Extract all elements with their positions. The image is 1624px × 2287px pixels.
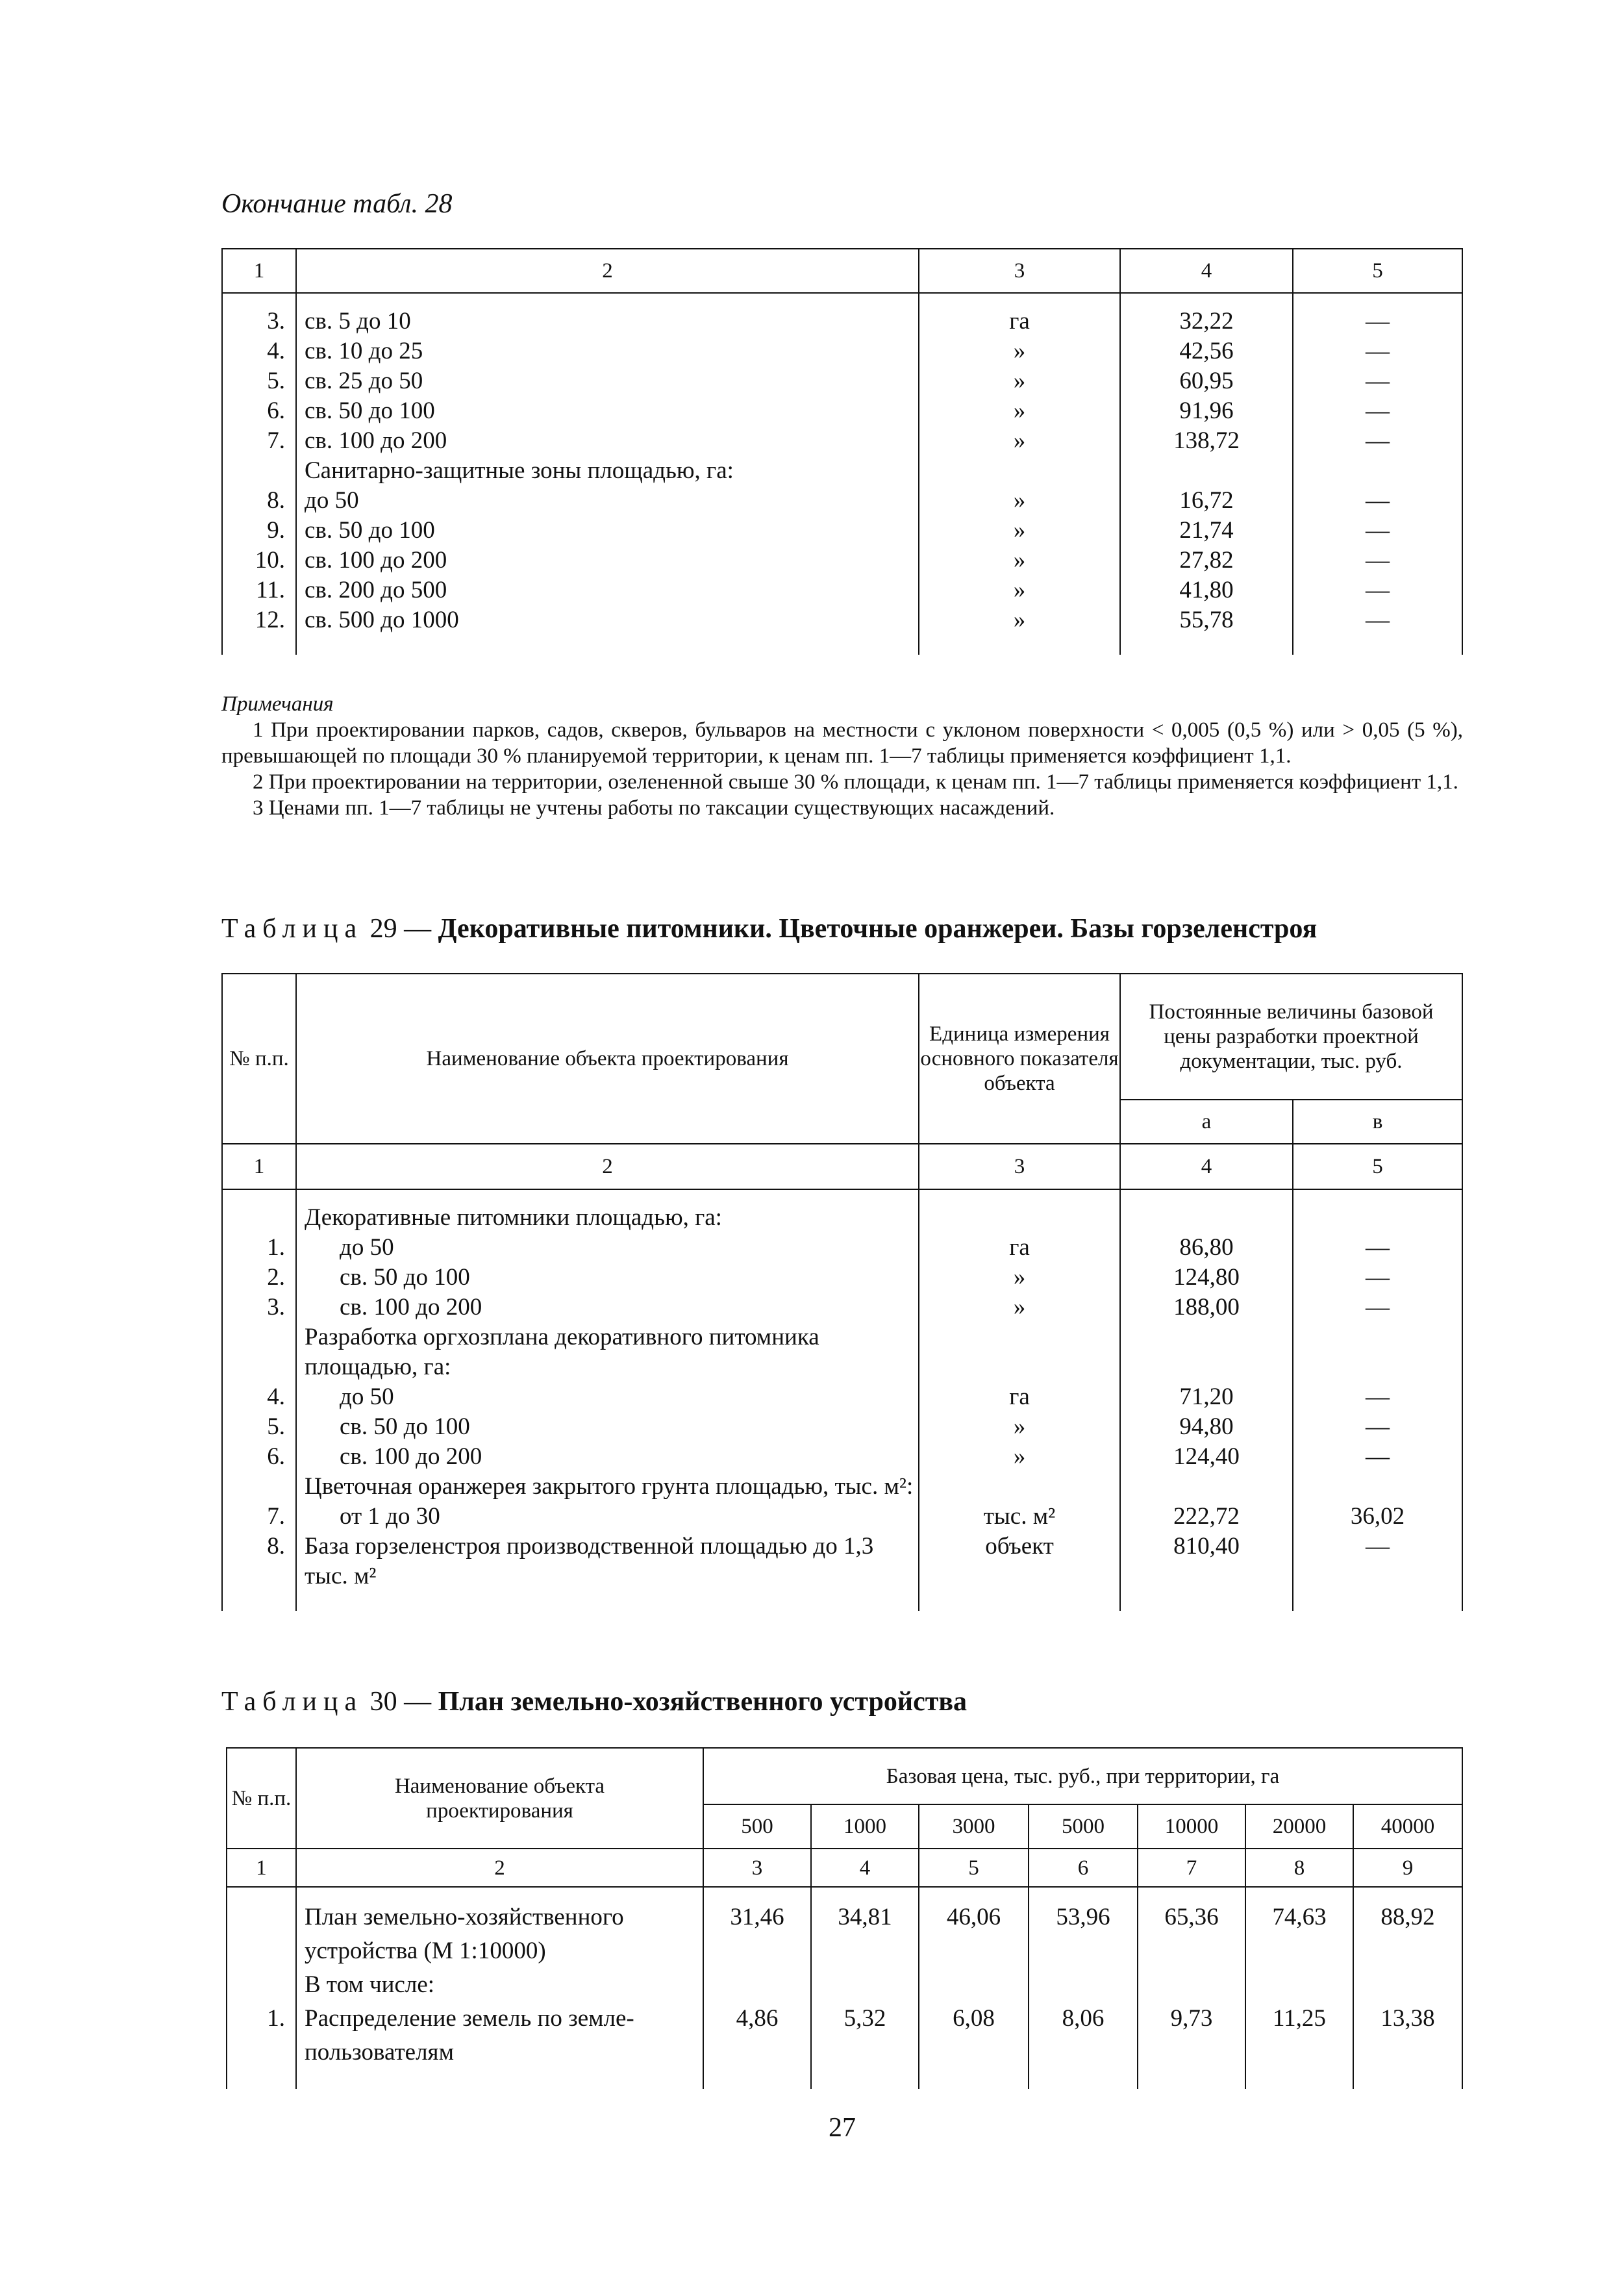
row-name: В том числе:: [296, 1968, 703, 2002]
row-name: Распределение земель по земле-пользователям: [296, 2002, 703, 2089]
row-number: [222, 1189, 296, 1233]
value-b: —: [1293, 1412, 1462, 1442]
column-number: 3: [919, 1144, 1120, 1189]
territory-header: 40000: [1353, 1804, 1462, 1849]
price-value: 9,73: [1138, 2002, 1245, 2089]
row-unit: тыс. м²: [919, 1502, 1120, 1532]
value-b: [1293, 1472, 1462, 1502]
table-29: [221, 973, 1463, 1611]
header-num: № п.п.: [227, 1748, 296, 1849]
column-number: 3: [703, 1849, 811, 1887]
table-row: [222, 396, 1462, 426]
price-value: 31,46: [703, 1887, 811, 1968]
price-value: [1245, 1968, 1353, 2002]
table-row: [222, 1502, 1462, 1532]
value-a: 222,72: [1120, 1502, 1293, 1532]
row-name: Цветочная оранжерея закрытого грунта площадью, тыс. м²:: [296, 1472, 919, 1502]
price-value: [1138, 1968, 1245, 2002]
value-a: 27,82: [1120, 546, 1293, 575]
value-a: 21,74: [1120, 516, 1293, 546]
value-a: [1120, 456, 1293, 486]
row-number: 8.: [222, 1532, 296, 1611]
column-number: 5: [919, 1849, 1029, 1887]
value-b: —: [1293, 486, 1462, 516]
notes: [221, 691, 1463, 821]
table-row: [227, 1887, 1462, 1968]
value-b: —: [1293, 1382, 1462, 1412]
row-unit: »: [919, 516, 1120, 546]
territory-header: 3000: [919, 1804, 1029, 1849]
row-name: до 50: [296, 486, 919, 516]
header-a: а: [1120, 1100, 1293, 1144]
row-name: св. 25 до 50: [296, 366, 919, 396]
notes-title: Примечания: [221, 692, 334, 716]
value-a: 188,00: [1120, 1293, 1293, 1322]
value-a: 124,40: [1120, 1442, 1293, 1472]
territory-header: 5000: [1029, 1804, 1138, 1849]
column-number: 1: [222, 1144, 296, 1189]
value-a: 124,80: [1120, 1263, 1293, 1293]
value-b: —: [1293, 396, 1462, 426]
row-number: 7.: [222, 1502, 296, 1532]
row-name: св. 50 до 100: [296, 1412, 919, 1442]
header-name: Наименование объекта проектирования: [296, 1748, 703, 1849]
value-b: —: [1293, 1263, 1462, 1293]
price-value: 5,32: [811, 2002, 919, 2089]
table-30-title: [221, 1686, 967, 1717]
row-number: 7.: [222, 426, 296, 456]
price-value: 65,36: [1138, 1887, 1245, 1968]
column-number: 5: [1293, 249, 1462, 293]
row-number: 5.: [222, 366, 296, 396]
row-number: 4.: [222, 336, 296, 366]
table-row: [227, 2002, 1462, 2089]
row-number: [227, 1887, 296, 1968]
value-a: 16,72: [1120, 486, 1293, 516]
row-name: св. 50 до 100: [296, 1263, 919, 1293]
value-b: —: [1293, 426, 1462, 456]
table-row: [222, 1442, 1462, 1472]
row-name: св. 100 до 200: [296, 426, 919, 456]
row-number: 1.: [222, 1233, 296, 1263]
value-b: —: [1293, 516, 1462, 546]
column-number: 3: [919, 249, 1120, 293]
row-unit: объект: [919, 1532, 1120, 1611]
value-a: 94,80: [1120, 1412, 1293, 1442]
note-3: 3 Ценами пп. 1—7 таблицы не учтены работы по таксации существующих насаждений.: [253, 796, 1055, 820]
value-b: —: [1293, 575, 1462, 605]
row-number: [222, 1472, 296, 1502]
value-a: 41,80: [1120, 575, 1293, 605]
row-unit: »: [919, 575, 1120, 605]
row-number: 11.: [222, 575, 296, 605]
table-row: [222, 605, 1462, 655]
row-unit: »: [919, 486, 1120, 516]
price-value: [1029, 1968, 1138, 2002]
territory-header: 20000: [1245, 1804, 1353, 1849]
price-value: 11,25: [1245, 2002, 1353, 2089]
value-b: —: [1293, 366, 1462, 396]
table-row: [222, 1189, 1462, 1233]
table-row: [222, 1293, 1462, 1322]
value-a: 42,56: [1120, 336, 1293, 366]
column-number: 5: [1293, 1144, 1462, 1189]
price-value: 74,63: [1245, 1887, 1353, 1968]
value-b: [1293, 456, 1462, 486]
value-b: —: [1293, 1293, 1462, 1322]
value-b: —: [1293, 546, 1462, 575]
header-name: Наименование объекта проектирования: [296, 974, 919, 1144]
table-number: 29 —: [369, 914, 432, 944]
price-value: 13,38: [1353, 2002, 1462, 2089]
row-unit: [919, 1472, 1120, 1502]
table-row: [222, 456, 1462, 486]
row-unit: »: [919, 605, 1120, 655]
territory-header: 10000: [1138, 1804, 1245, 1849]
table-row: [222, 575, 1462, 605]
header-b: в: [1293, 1100, 1462, 1144]
row-unit: »: [919, 1442, 1120, 1472]
header-unit: Единица измерения основного показателя объекта: [919, 974, 1120, 1144]
header-price: Базовая цена, тыс. руб., при территории, га: [703, 1748, 1462, 1804]
column-number: 4: [811, 1849, 919, 1887]
value-b: —: [1293, 605, 1462, 655]
row-number: [222, 456, 296, 486]
value-b: [1293, 1322, 1462, 1382]
row-unit: »: [919, 546, 1120, 575]
row-unit: [919, 1189, 1120, 1233]
row-name: св. 100 до 200: [296, 1442, 919, 1472]
table-row: [222, 336, 1462, 366]
page-number: 27: [829, 2113, 856, 2143]
table-heading: План земельно-хозяйственного устройства: [438, 1687, 968, 1717]
row-name: Разработка оргхозплана декоративного питомника площадью, га:: [296, 1322, 919, 1382]
row-number: 3.: [222, 1293, 296, 1322]
row-unit: »: [919, 396, 1120, 426]
territory-header: 500: [703, 1804, 811, 1849]
table-row: [227, 1968, 1462, 2002]
row-number: 4.: [222, 1382, 296, 1412]
column-number: 2: [296, 249, 919, 293]
note-1: 1 При проектировании парков, садов, скверов, бульваров на местности с уклоном поверхности < 0,005 (0,5 %) или > 0,05 (5 %), превышающей по площади 30 % планируемой территории, к ценам пп. 1—7 таблицы применяется коэффициент 1,1.: [221, 718, 1463, 768]
header-price: Постоянные величины базовой цены разработки проектной документации, тыс. руб.: [1120, 974, 1462, 1100]
row-name: до 50: [296, 1233, 919, 1263]
row-name: св. 200 до 500: [296, 575, 919, 605]
column-number: 6: [1029, 1849, 1138, 1887]
territory-header: 1000: [811, 1804, 919, 1849]
price-value: 8,06: [1029, 2002, 1138, 2089]
value-a: 55,78: [1120, 605, 1293, 655]
value-a: [1120, 1472, 1293, 1502]
table-row: [222, 366, 1462, 396]
row-number: 10.: [222, 546, 296, 575]
continuation-title: Окончание табл. 28: [221, 189, 453, 219]
table-row: [222, 1233, 1462, 1263]
table-30: [226, 1747, 1463, 2089]
row-name: св. 500 до 1000: [296, 605, 919, 655]
value-a: 32,22: [1120, 293, 1293, 336]
column-number: 1: [222, 249, 296, 293]
row-unit: »: [919, 1293, 1120, 1322]
column-number: 8: [1245, 1849, 1353, 1887]
price-value: [703, 1968, 811, 2002]
row-number: 1.: [227, 2002, 296, 2089]
value-a: [1120, 1322, 1293, 1382]
column-number: 4: [1120, 249, 1293, 293]
price-value: [1353, 1968, 1462, 2002]
row-number: 2.: [222, 1263, 296, 1293]
row-unit: га: [919, 1233, 1120, 1263]
row-name: до 50: [296, 1382, 919, 1412]
column-number: 2: [296, 1144, 919, 1189]
row-number: 3.: [222, 293, 296, 336]
row-number: 6.: [222, 396, 296, 426]
row-unit: [919, 1322, 1120, 1382]
row-unit: »: [919, 1263, 1120, 1293]
row-number: 6.: [222, 1442, 296, 1472]
column-number: 1: [227, 1849, 296, 1887]
price-value: 6,08: [919, 2002, 1029, 2089]
price-value: [811, 1968, 919, 2002]
table-heading: Декоративные питомники. Цветочные оранжереи. Базы горзеленстроя: [438, 914, 1318, 944]
value-b: —: [1293, 1442, 1462, 1472]
table-row: [222, 516, 1462, 546]
note-2: 2 При проектировании на территории, озелененной свыше 30 % площади, к ценам пп. 1—7 таблицы применяется коэффициент 1,1.: [253, 770, 1458, 794]
value-a: 91,96: [1120, 396, 1293, 426]
value-a: 810,40: [1120, 1532, 1293, 1611]
table-label: Таблица: [221, 914, 364, 944]
table-row: [222, 1382, 1462, 1412]
row-unit: »: [919, 1412, 1120, 1442]
header-num: № п.п.: [222, 974, 296, 1144]
row-name: св. 50 до 100: [296, 516, 919, 546]
row-unit: »: [919, 426, 1120, 456]
row-unit: »: [919, 336, 1120, 366]
row-number: 12.: [222, 605, 296, 655]
column-number: 7: [1138, 1849, 1245, 1887]
column-number: 4: [1120, 1144, 1293, 1189]
table-row: [222, 546, 1462, 575]
table-29-title: [221, 913, 1317, 944]
table-number: 30 —: [369, 1687, 432, 1717]
value-a: 86,80: [1120, 1233, 1293, 1263]
row-name: База горзеленстроя производственной площадью до 1,3 тыс. м²: [296, 1532, 919, 1611]
price-value: 53,96: [1029, 1887, 1138, 1968]
table-row: [222, 1532, 1462, 1611]
table-row: [222, 426, 1462, 456]
table-28: [221, 248, 1463, 655]
value-a: [1120, 1189, 1293, 1233]
table-row: [222, 1263, 1462, 1293]
price-value: 34,81: [811, 1887, 919, 1968]
row-unit: га: [919, 1382, 1120, 1412]
column-number: 2: [296, 1849, 703, 1887]
value-b: —: [1293, 1233, 1462, 1263]
table-row: [222, 1412, 1462, 1442]
row-name: св. 100 до 200: [296, 1293, 919, 1322]
value-b: —: [1293, 336, 1462, 366]
row-name: Декоративные питомники площадью, га:: [296, 1189, 919, 1233]
price-value: 4,86: [703, 2002, 811, 2089]
column-number: 9: [1353, 1849, 1462, 1887]
value-a: 71,20: [1120, 1382, 1293, 1412]
value-b: 36,02: [1293, 1502, 1462, 1532]
table-row: [222, 486, 1462, 516]
table-row: [222, 1322, 1462, 1382]
value-b: —: [1293, 293, 1462, 336]
row-unit: [919, 456, 1120, 486]
value-a: 138,72: [1120, 426, 1293, 456]
row-unit: га: [919, 293, 1120, 336]
table-label: Таблица: [221, 1687, 364, 1717]
row-number: [227, 1968, 296, 2002]
value-a: 60,95: [1120, 366, 1293, 396]
row-number: 8.: [222, 486, 296, 516]
row-name: св. 100 до 200: [296, 546, 919, 575]
row-name: св. 10 до 25: [296, 336, 919, 366]
table-row: [222, 1472, 1462, 1502]
value-b: [1293, 1189, 1462, 1233]
price-value: 46,06: [919, 1887, 1029, 1968]
table-row: [222, 293, 1462, 336]
price-value: [919, 1968, 1029, 2002]
row-name: св. 50 до 100: [296, 396, 919, 426]
row-number: 5.: [222, 1412, 296, 1442]
row-name: св. 5 до 10: [296, 293, 919, 336]
row-unit: »: [919, 366, 1120, 396]
value-b: —: [1293, 1532, 1462, 1611]
row-number: [222, 1322, 296, 1382]
price-value: 88,92: [1353, 1887, 1462, 1968]
row-name: Санитарно-защитные зоны площадью, га:: [296, 456, 919, 486]
row-name: План земельно-хозяйственного устройства (М 1:10000): [296, 1887, 703, 1968]
row-number: 9.: [222, 516, 296, 546]
row-name: от 1 до 30: [296, 1502, 919, 1532]
